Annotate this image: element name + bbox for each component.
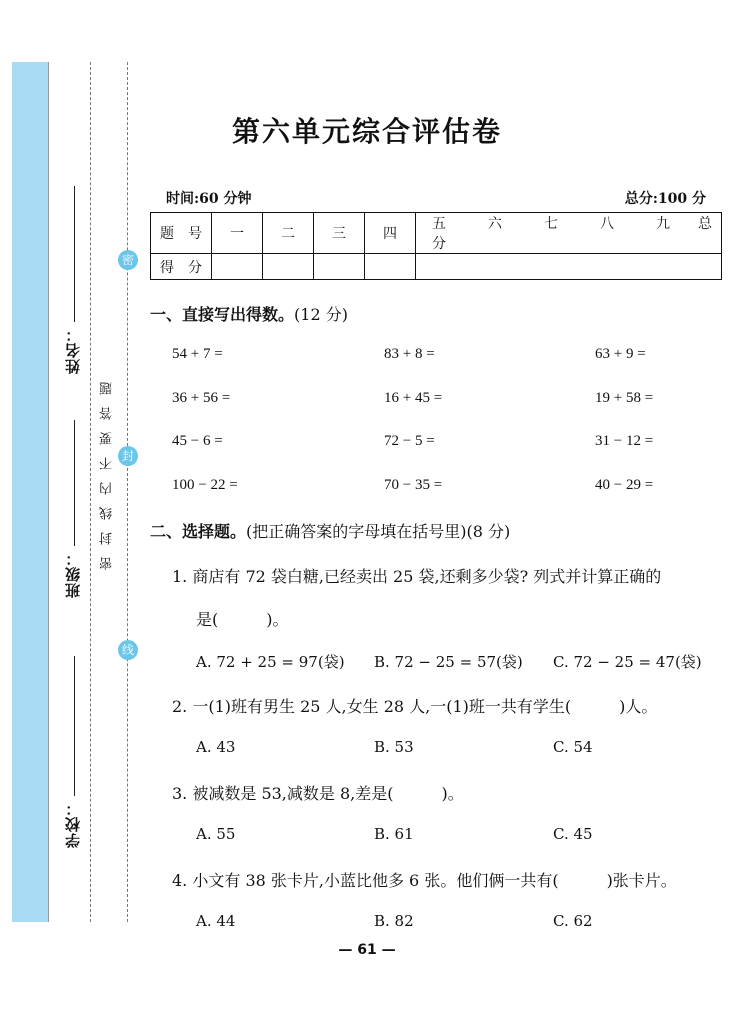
score-cell[interactable]	[212, 254, 263, 280]
question-1-cont: 是( )。	[196, 610, 289, 629]
calc-item: 36 + 56 =	[172, 390, 231, 406]
section1-title: 一、直接写出得数。	[150, 305, 295, 324]
score-col-2: 二	[263, 213, 314, 254]
calc-item: 72 − 5 =	[384, 433, 435, 449]
question-4: 4. 小文有 38 张卡片,小蓝比他多 6 张。他们俩一共有( )张卡片。	[172, 871, 677, 890]
name-label: 姓名：	[64, 326, 82, 374]
score-col-4: 四	[365, 213, 416, 254]
section1-points: (12 分)	[294, 305, 348, 324]
calc-item: 83 + 8 =	[384, 346, 435, 362]
class-field[interactable]	[74, 420, 75, 546]
calc-item: 70 − 35 =	[384, 477, 443, 493]
score-col-1: 一	[212, 213, 263, 254]
page-number: — 61 —	[338, 942, 396, 958]
section2-heading	[150, 519, 510, 542]
q3-option-a: A. 55	[196, 825, 236, 843]
section1-heading	[150, 302, 348, 325]
binding-strip	[12, 62, 48, 922]
question-2: 2. 一(1)班有男生 25 人,女生 28 人,一(1)班一共有学生( )人。	[172, 697, 658, 716]
seal-warning: 密封线内不要答题	[100, 370, 115, 570]
q1-option-a: A. 72 + 25 = 97(袋)	[196, 653, 345, 671]
calc-item: 54 + 7 =	[172, 346, 223, 362]
q1-option-b: B. 72 − 25 = 57(袋)	[374, 653, 523, 671]
q4-option-b: B. 82	[374, 912, 414, 930]
question-3: 3. 被减数是 53,减数是 8,差是( )。	[172, 784, 464, 803]
calc-item: 100 − 22 =	[172, 477, 238, 493]
q4-option-a: A. 44	[196, 912, 236, 930]
name-field[interactable]	[74, 186, 75, 322]
calc-item: 19 + 58 =	[595, 390, 654, 406]
q2-option-a: A. 43	[196, 738, 236, 756]
q3-option-b: B. 61	[374, 825, 414, 843]
seal-feng: 封	[118, 446, 138, 466]
q4-option-c: C. 62	[553, 912, 593, 930]
calc-item: 16 + 45 =	[384, 390, 443, 406]
score-cell[interactable]	[365, 254, 416, 280]
score-table	[150, 212, 726, 280]
school-field[interactable]	[74, 656, 75, 796]
score-col-3: 三	[314, 213, 365, 254]
score-cell[interactable]	[314, 254, 365, 280]
q3-option-c: C. 45	[553, 825, 593, 843]
total-score: 总分:100 分	[624, 191, 706, 207]
calc-item: 63 + 9 =	[595, 346, 646, 362]
q1-option-c: C. 72 − 25 = 47(袋)	[553, 653, 702, 671]
score-row-label: 得 分	[151, 254, 212, 280]
section2-points: (把正确答案的字母填在括号里)(8 分)	[246, 522, 511, 541]
dashed-line-inner	[90, 62, 91, 922]
seal-mi: 密	[118, 250, 138, 270]
score-cell[interactable]	[263, 254, 314, 280]
calc-item: 40 − 29 =	[595, 477, 654, 493]
calc-item: 45 − 6 =	[172, 433, 223, 449]
school-label: 学校：	[64, 800, 82, 848]
score-col-rest: 五 六 七 八 九 总 分	[416, 213, 722, 254]
dashed-line-outer	[127, 62, 128, 922]
q2-option-b: B. 53	[374, 738, 414, 756]
question-1: 1. 商店有 72 袋白糖,已经卖出 25 袋,还剩多少袋? 列式并计算正确的	[172, 567, 662, 586]
page-title: 第六单元综合评估卷	[231, 115, 502, 148]
class-label: 班级：	[64, 550, 82, 598]
margin-line	[48, 62, 49, 922]
score-table-header: 题 号	[151, 213, 212, 254]
section2-title: 二、选择题。	[150, 522, 247, 541]
time-limit: 时间:60 分钟	[166, 191, 252, 207]
score-cell[interactable]	[416, 254, 722, 280]
q2-option-c: C. 54	[553, 738, 593, 756]
seal-xian: 线	[118, 640, 138, 660]
calc-item: 31 − 12 =	[595, 433, 654, 449]
